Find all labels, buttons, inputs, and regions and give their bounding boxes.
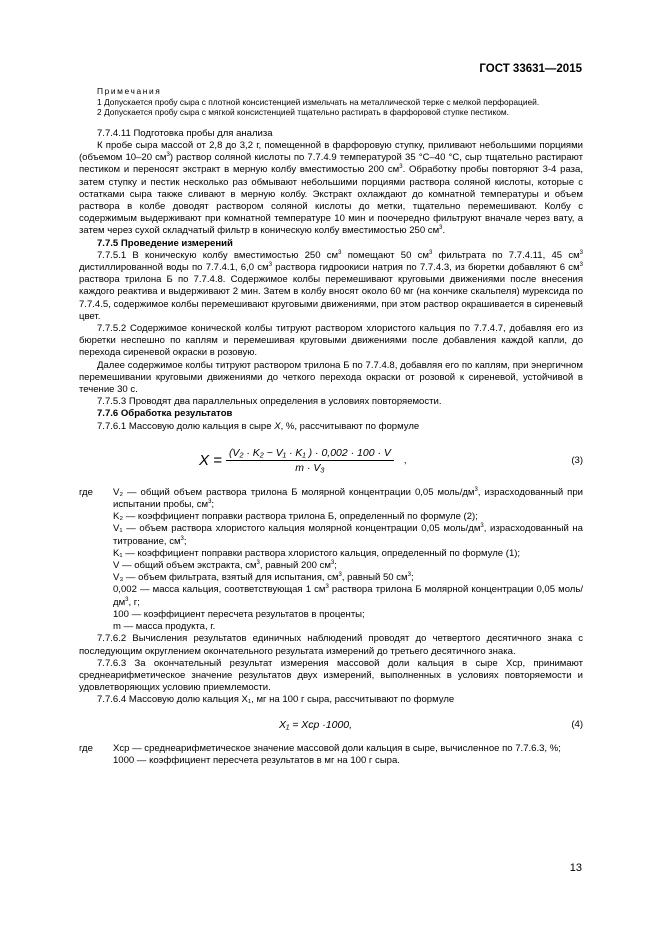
section-7-7-5-title: 7.7.5 Проведение измерений xyxy=(97,237,233,249)
section-7-7-4-11-text: К пробе сыра массой от 2,8 до 3,2 г, помещенной в фарфоровую ступку, приливают небольшими порциями (объемом 10–20 $см^3$) раствор соляной кислоты по 7.7.4.9 температурой 35 °С–40 °С, сыр тщательно растирают пестиком и переносят экстракт в мерную колбу вместимостью 200 $см^3$. Обработку пробы повторяют 3-4 раза, затем ступку и пестик несколько раз обмывают небольшими порциями раствора соляной кислоты, которые с остатками сыра также сливают в мерную колбу. Экстракт охлаждают до комнатной температуры и объем раствора в колбе доводят раствором соляной кислоты до метки, тщательно перемешивают. Колбу с содержимым выдерживают при комнатной температуре 10 мин и поочередно фильтруют вначале через вату, а затем через сухой складчатый фильтр в коническую колбу вместимостью 250 $см^3$. xyxy=(79,139,583,237)
para-7-7-6-2: 7.7.6.2 Вычисления результатов единичных наблюдений проводят до четвертого десятичного знака с последующим округлением окончательного результата измерений до третьего десятичного знака. xyxy=(79,633,583,657)
formula-3-legend xyxy=(79,487,583,633)
legend-v: V — общий объем экстракта, $см^3$, равный 200 $см^3$; xyxy=(113,560,337,572)
legend-v1: V₁ — объем раствора хлористого кальция молярной концентрации 0,05 моль/$дм^3$, израсходованный на титрование, $см^3$; xyxy=(113,523,583,547)
section-7-7-4-11-title: 7.7.4.11 Подготовка пробы для анализа xyxy=(97,127,273,139)
formula-4 xyxy=(79,715,583,737)
para-7-7-5-3: 7.7.5.3 Проводят два параллельных определения в условиях повторяемости. xyxy=(97,396,442,408)
formula-4-number: (4) xyxy=(571,719,583,731)
formula-4-expression: X₁ = Xср ·1000, xyxy=(279,719,353,732)
para-7-7-5-1: 7.7.5.1 В коническую колбу вместимостью 250 $см^3$ помещают 50 $см^3$ фильтрата по 7.7.4.11, 45 $см^3$ дистиллированной воды по 7.7.4.1, 6,0 $см^3$ раствора гидроокиси натрия по 7.7.4.3, из бюретки добавляют 6 $см^3$ раствора трилона Б по 7.7.4.8. Содержимое колбы перемешивают круговыми движениями после внесения каждого реактива и выдерживают 2 мин. Затем в колбу вносят около 60 мг (на кончике скальпеля) мурексида по 7.7.4.5, содержимое колбы перемешивают круговыми движениями, при этом раствор окрашивается в сиреневый цвет. xyxy=(79,249,583,322)
legend-k1: K₁ — коэффициент поправки раствора хлористого кальция, определенный по формуле (1); xyxy=(113,547,521,559)
legend-1000: 1000 — коэффициент пересчета результатов в мг на 100 г сыра. xyxy=(113,754,400,766)
where-label: где xyxy=(79,742,93,754)
formula-3-lhs: X = xyxy=(199,451,222,469)
page-content xyxy=(79,84,583,767)
legend-0002: 0,002 — масса кальция, соответствующая 1 $см^3$ раствора трилона Б молярной концентрации 0,05 моль/$дм^3$, г; xyxy=(113,584,583,608)
legend-m: m — масса продукта, г. xyxy=(113,621,216,633)
legend-k2: K₂ — коэффициент поправки раствора трилона Б, определенный по формуле (2); xyxy=(113,511,478,523)
para-7-7-6-4: 7.7.6.4 Массовую долю кальция X₁, мг на 100 г сыра, рассчитывают по формуле xyxy=(97,694,455,706)
legend-v3: V₃ — объем фильтрата, взятый для испытания, $см^3$, равный 50 $см^3$; xyxy=(113,572,414,584)
legend-xcp: Xср — среднеарифметическое значение массовой доли кальция в сыре, вычисленное по 7.7.6.3, %; xyxy=(113,742,561,754)
where-label: где xyxy=(79,486,93,498)
para-7-7-5-2-cont: Далее содержимое колбы титруют раствором трилона Б по 7.7.4.8, добавляя его по каплям, при энергичном перемешивании круговыми движениями до четкого перехода окраски от розовой к сиреневой, устойчивой в течение 30 с. xyxy=(79,359,583,396)
note-2: 2 Допускается пробу сыра с мягкой консистенцией тщательно растирать в фарфоровой ступке пестиком. xyxy=(97,107,509,118)
formula-4-legend xyxy=(79,743,583,767)
formula-3 xyxy=(79,441,583,481)
formula-3-comma: , xyxy=(403,454,407,466)
para-7-7-6-3: 7.7.6.3 За окончательный результат измерения массовой доли кальция в сыре Xср, принимают среднеарифметическое значение результатов двух измерений, выполненных в условиях повторяемости и удовлетворяющих условию приемлемости. xyxy=(79,657,583,694)
para-7-7-6-1: 7.7.6.1 Массовую долю кальция в сыре X, %, рассчитывают по формуле xyxy=(97,420,420,432)
formula-3-number: (3) xyxy=(571,454,583,466)
formula-3-denominator: m · V₃ xyxy=(295,462,325,475)
section-7-7-6-title: 7.7.6 Обработка результатов xyxy=(97,408,233,420)
formula-3-numerator: (V₂ · K₂ − V₁ · K₁ ) · 0,002 · 100 · V xyxy=(226,447,394,461)
standard-header: ГОСТ 33631—2015 xyxy=(479,63,582,75)
page-number: 13 xyxy=(569,862,582,874)
formula-3-fraction xyxy=(226,447,394,474)
legend-100: 100 — коэффициент пересчета результатов в проценты; xyxy=(113,608,365,620)
legend-v2: V₂ — общий объем раствора трилона Б молярной концентрации 0,05 моль/$дм^3$, израсходованный при испытании пробы, $см^3$; xyxy=(113,486,583,511)
note-1: 1 Допускается пробу сыра с плотной консистенцией измельчать на металлической терке с мелкой перфорацией. xyxy=(97,96,540,107)
notes-title: Примечания xyxy=(97,86,162,96)
para-7-7-5-2: 7.7.5.2 Содержимое конической колбы титруют раствором хлористого кальция по 7.7.4.7, добавляя его из бюретки неспешно по каплям и перемешивая круговыми движениями после добавления каждой капли, до перехода сиреневой окраски в розовую. xyxy=(79,323,583,359)
